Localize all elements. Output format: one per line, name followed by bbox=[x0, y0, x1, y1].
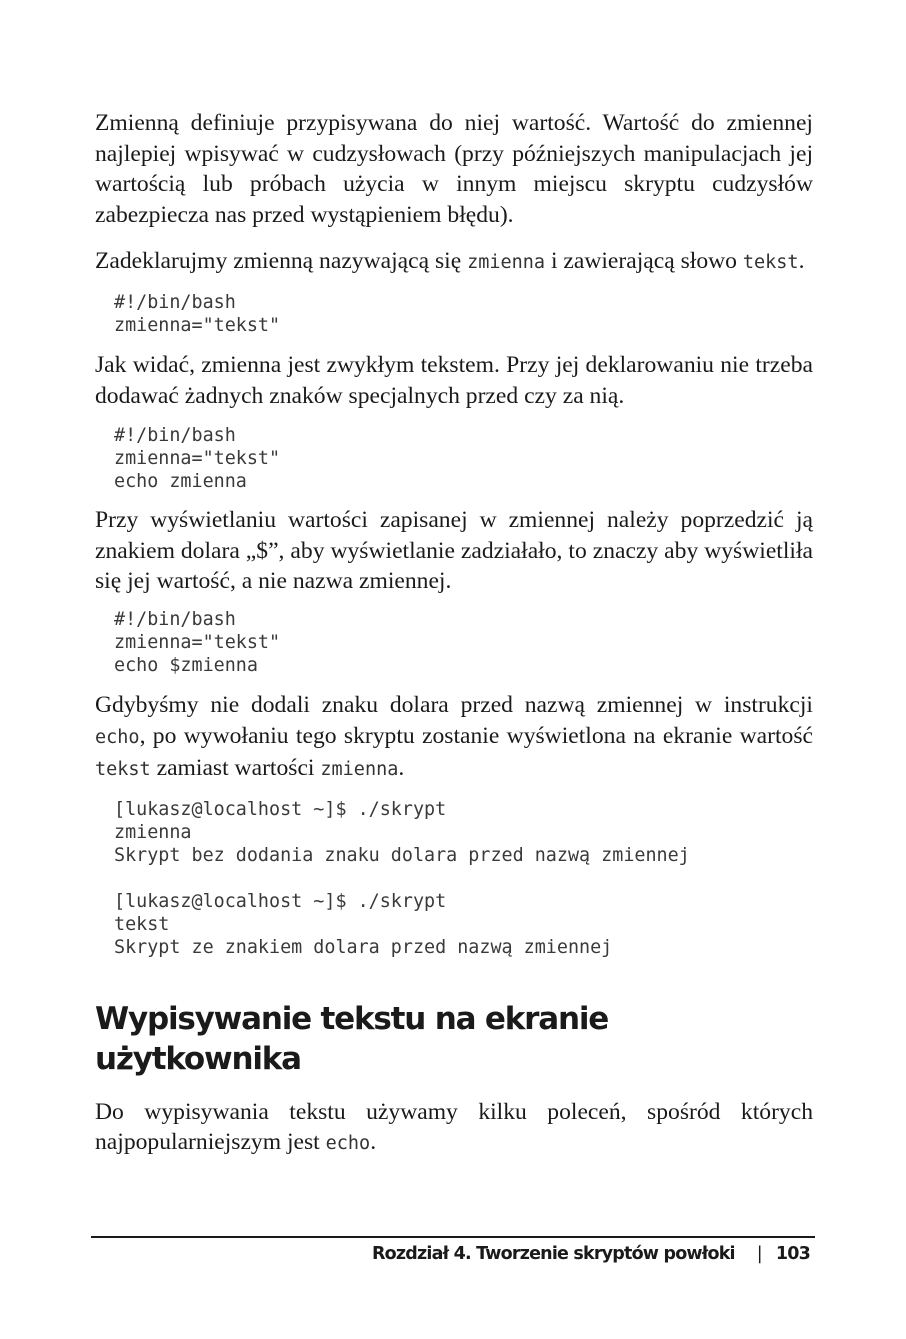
text: . bbox=[370, 1129, 377, 1156]
text: Zadeklarujmy zmienną nazywającą się bbox=[95, 248, 468, 275]
inline-code: tekst bbox=[742, 252, 799, 274]
code-block-output-with-dollar: [lukasz@localhost ~]$ ./skrypt tekst Skrypt ze znakiem dolara przed nazwą zmiennej bbox=[114, 890, 613, 958]
paragraph-plain-text: Jak widać, zmienna jest zwykłym tekstem. Przy jej deklarowaniu nie trzeba dodawać żadnych znaków specjalnych przed czy za nią. bbox=[95, 351, 813, 409]
paragraph-dollar-sign: Przy wyświetlaniu wartości zapisanej w zmiennej należy poprzedzić ją znakiem dolara „$”, aby wyświetlanie zadziałało, to znaczy aby wyświetliła się jej wartość, a nie nazwa zmiennej. bbox=[95, 507, 813, 595]
text: i zawierającą słowo bbox=[545, 248, 743, 275]
inline-code: zmienna bbox=[467, 252, 546, 274]
text: zamiast wartości bbox=[150, 755, 321, 782]
section-heading: Wypisywanie tekstu na ekranie użytkownika bbox=[95, 1000, 609, 1077]
inline-code: echo bbox=[325, 1133, 371, 1155]
code-block-output-without-dollar: [lukasz@localhost ~]$ ./skrypt zmienna Skrypt bez dodania znaku dolara przed nazwą zmiennej bbox=[114, 798, 690, 866]
paragraph-without-dollar bbox=[95, 690, 813, 786]
page-footer bbox=[372, 1244, 810, 1264]
code-block-echo-value: #!/bin/bash zmienna="tekst" echo $zmienna bbox=[114, 608, 281, 676]
inline-code: tekst bbox=[95, 759, 151, 781]
footer-separator: | bbox=[756, 1244, 762, 1264]
paragraph-variable-definition: Zmienną definiuje przypisywana do niej wartość. Wartość do zmiennej najlepiej wpisywać w cudzysłowach (przy późniejszych manipulacjach jej wartością lub próbach użycia w innym miejscu skryptu cudzysłów zabezpiecza nas przed wystąpieniem błędu). bbox=[95, 110, 813, 228]
page-content bbox=[95, 108, 813, 1160]
page-number: 103 bbox=[775, 1244, 810, 1264]
paragraph-echo-intro bbox=[95, 1097, 813, 1160]
text: , po wywołaniu tego skryptu zostanie wyświetlona na ekranie wartość bbox=[139, 722, 813, 749]
text: Do wypisywania tekstu używamy kilku poleceń, spośród których najpopularniejszym jest bbox=[95, 1098, 813, 1156]
paragraph-declare-variable bbox=[95, 246, 813, 279]
text: Gdybyśmy nie dodali znaku dolara przed nazwą zmiennej w instrukcji bbox=[95, 691, 813, 718]
code-block-echo-name: #!/bin/bash zmienna="tekst" echo zmienna bbox=[114, 425, 281, 493]
footer-rule bbox=[91, 1236, 815, 1238]
inline-code: echo bbox=[95, 726, 140, 748]
code-block-declaration: #!/bin/bash zmienna="tekst" bbox=[114, 291, 281, 336]
inline-code: zmienna bbox=[320, 759, 399, 781]
text: . bbox=[398, 755, 405, 782]
chapter-title: Rozdział 4. Tworzenie skryptów powłoki bbox=[371, 1244, 735, 1264]
text: . bbox=[798, 248, 805, 275]
